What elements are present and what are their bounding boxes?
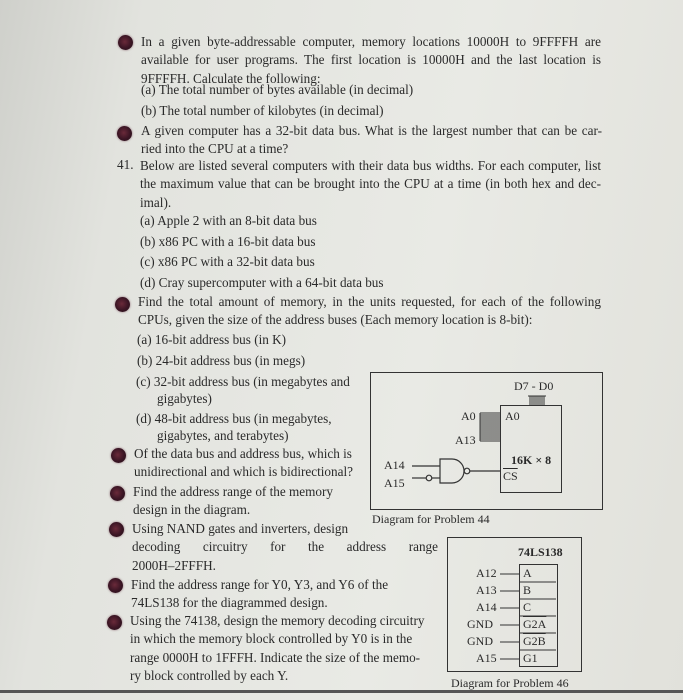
problem-41-number: 41. xyxy=(117,157,134,172)
diagram-46-pin-right-c: C xyxy=(523,600,532,614)
diagram-46-pin-left-a12: A12 xyxy=(476,566,497,580)
diagram-44-input-a15: A15 xyxy=(384,476,405,490)
diagram-44-address-bus xyxy=(480,413,500,441)
problem-41-line-3: imal). xyxy=(140,194,172,210)
diagram-46-pin-left-a14: A14 xyxy=(476,600,497,614)
problem-42-part-c-line-2: gigabytes) xyxy=(157,391,212,406)
problem-43-line-2: unidirectional and which is bidirectional? xyxy=(134,464,353,480)
problem-42-line-2: CPUs, given the size of the address buses (Each memory location is 8-bit): xyxy=(138,312,533,328)
problem-41-line-2: the maximum value that can be brought into the CPU at a time (in both hex and dec- xyxy=(140,176,601,192)
problem-39-part-b: (b) The total number of kilobytes (in decimal) xyxy=(141,103,384,118)
diagram-44-data-label: D7 - D0 xyxy=(514,379,554,393)
problem-45-line-1: Using NAND gates and inverters, design xyxy=(132,521,349,536)
diagram-44-input-a14: A14 xyxy=(384,458,405,472)
problem-41-part-b: (b) x86 PC with a 16-bit data bus xyxy=(140,234,316,249)
problem-46-line-1: Find the address range for Y0, Y3, and Y6 of the xyxy=(131,577,389,592)
problem-47-line-1: Using the 74138, design the memory decoding circuitry xyxy=(130,613,425,628)
problem-47-line-2: in which the memory block controlled by Y0 is in the xyxy=(130,631,413,647)
problem-41-line-1: Below are listed several computers with their data bus widths. For each computer, list xyxy=(140,158,601,173)
problem-41-part-c: (c) x86 PC with a 32-bit data bus xyxy=(140,254,315,269)
problem-42-part-d-line-2: gigabytes, and terabytes) xyxy=(157,428,289,443)
problem-40-line-2: ried into the CPU at a time? xyxy=(141,141,289,157)
problem-44-line-1: Find the address range of the memory xyxy=(133,484,333,499)
problem-42-part-a: (a) 16-bit address bus (in K) xyxy=(137,332,287,347)
problem-39-line-2: available for user programs. The first location is 10000H and the last location is xyxy=(141,52,601,68)
problem-42-line-1: Find the total amount of memory, in the units requested, for each of the following xyxy=(138,294,601,309)
problem-39-part-a: (a) The total number of bytes available (in decimal) xyxy=(141,82,414,97)
diagram-44-a13-left: A13 xyxy=(455,433,476,447)
problem-39-line-3: 9FFFFH. Calculate the following: xyxy=(141,70,321,86)
diagram-46-pin-right-g2b: G2B xyxy=(523,634,546,648)
diagram-44-a0-left: A0 xyxy=(461,409,476,423)
problem-45-line-3: 2000H–2FFFH. xyxy=(132,557,216,573)
problem-40-line-1: A given computer has a 32-bit data bus. What is the largest number that can be car- xyxy=(141,123,602,138)
diagram-46-pin-right-b: B xyxy=(523,583,532,597)
diagram-44-chip-select: $\overline{CS}$ xyxy=(503,469,518,483)
diagram-46-caption: Diagram for Problem 46 xyxy=(451,676,569,690)
diagram-46-pin-wires xyxy=(500,574,556,659)
diagram-46-pin-right-a: A xyxy=(523,566,532,580)
diagram-46-pin-left-gnd-1: GND xyxy=(467,617,493,631)
problem-47-line-4: ry block controlled by each Y. xyxy=(130,667,289,683)
page-bottom-rule xyxy=(0,690,683,693)
problem-42-part-b: (b) 24-bit address bus (in megs) xyxy=(137,353,306,368)
diagram-44-a0-inside: A0 xyxy=(505,409,520,423)
problem-41-part-d: (d) Cray supercomputer with a 64-bit data bus xyxy=(140,275,384,290)
problem-42-part-d-line-1: (d) 48-bit address bus (in megabytes, xyxy=(136,411,332,426)
diagram-44-data-bus xyxy=(528,396,546,405)
diagram-44-chip-size: 16K × 8 xyxy=(511,453,552,467)
problem-41-part-a: (a) Apple 2 with an 8-bit data bus xyxy=(140,213,317,228)
diagram-46-pin-left-a13: A13 xyxy=(476,583,497,597)
diagram-46-pin-left-a15: A15 xyxy=(476,651,497,665)
problem-39-line-1: In a given byte-addressable computer, memory locations 10000H to 9FFFFH are xyxy=(141,34,601,49)
problem-46-line-2: 74LS138 for the diagrammed design. xyxy=(131,595,328,611)
problem-47-line-3: range 0000H to 1FFFH. Indicate the size of the memo- xyxy=(130,649,421,665)
diagram-46-pin-left-gnd-2: GND xyxy=(467,634,493,648)
diagram-46-chip-name: 74LS138 xyxy=(518,545,563,559)
problem-43-line-1: Of the data bus and address bus, which is xyxy=(134,446,352,461)
diagram-46-pin-right-g2a: G2A xyxy=(523,617,547,631)
problem-45-line-2: decoding circuitry for the address range xyxy=(132,539,438,555)
diagram-44-caption: Diagram for Problem 44 xyxy=(372,512,490,526)
diagram-44-nand-gate xyxy=(412,459,500,483)
problem-42-part-c-line-1: (c) 32-bit address bus (in megabytes and xyxy=(136,374,350,389)
diagram-46-pin-right-g1: G1 xyxy=(523,651,538,665)
problem-44-line-2: design in the diagram. xyxy=(133,502,251,518)
